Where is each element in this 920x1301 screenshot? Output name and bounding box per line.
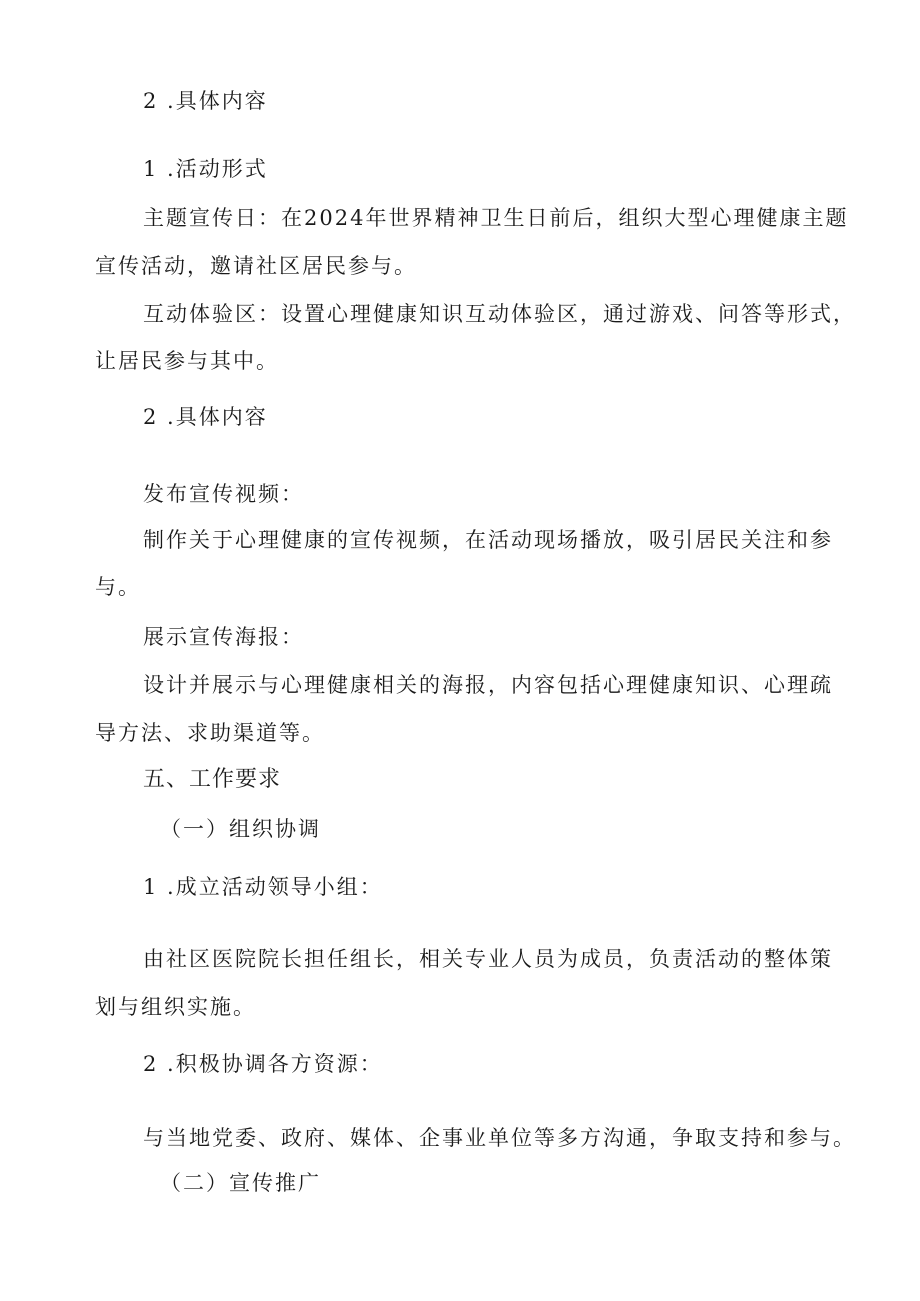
paragraph-line: 由社区医院院长担任组长，相关专业人员为成员，负责活动的整体策 xyxy=(143,947,833,971)
paragraph-line: 与。 xyxy=(95,575,141,599)
paragraph-line: 宣传活动，邀请社区居民参与。 xyxy=(95,254,417,278)
sub-heading-specific-content: 2 .具体内容 xyxy=(143,89,268,113)
paragraph-line: 主题宣传日：在2024年世界精神卫生日前后，组织大型心理健康主题 xyxy=(143,206,849,230)
paragraph-line: 划与组织实施。 xyxy=(95,995,256,1019)
sub-heading-leadership-group: 1 .成立活动领导小组： xyxy=(143,875,383,899)
sub-heading-activity-form: 1 .活动形式 xyxy=(143,157,268,181)
paragraph-line: 设计并展示与心理健康相关的海报，内容包括心理健康知识、心理疏 xyxy=(143,673,833,697)
paragraph-line: 展示宣传海报： xyxy=(143,625,304,649)
paragraph-line: 与当地党委、政府、媒体、企事业单位等多方沟通，争取支持和参与。 xyxy=(143,1126,856,1150)
sub-heading-specific-content: 2 .具体内容 xyxy=(143,405,268,429)
sub-heading-organization: （一）组织协调 xyxy=(160,817,321,841)
paragraph-line: 发布宣传视频： xyxy=(143,482,304,506)
paragraph-line: 制作关于心理健康的宣传视频，在活动现场播放，吸引居民关注和参 xyxy=(143,528,833,552)
paragraph-line: 导方法、求助渠道等。 xyxy=(95,721,325,745)
section-heading-work-requirements: 五、工作要求 xyxy=(143,767,282,792)
paragraph-line: 互动体验区：设置心理健康知识互动体验区，通过游戏、问答等形式， xyxy=(143,302,856,326)
paragraph-line: 让居民参与其中。 xyxy=(95,349,279,373)
sub-heading-publicity: （二）宣传推广 xyxy=(160,1171,321,1195)
sub-heading-coordinate: 2 .积极协调各方资源： xyxy=(143,1052,383,1076)
